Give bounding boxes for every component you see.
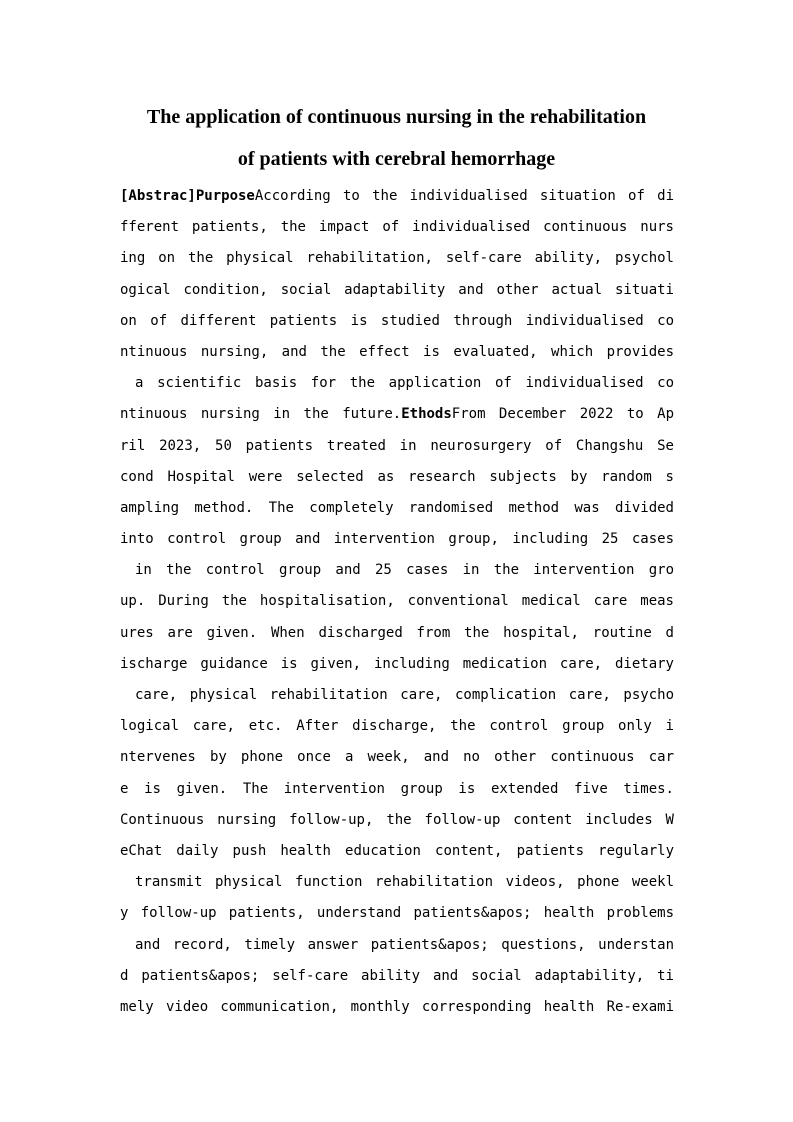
abstract-line: and record, timely answer patients&apos; questions, understan (135, 936, 674, 953)
abstract-line: care, physical rehabilitation care, complication care, psycho (135, 687, 674, 703)
abstract-line: ures are given. When discharged from the hospital, routine d (120, 624, 674, 641)
abstract-line: ntinuous nursing, and the effect is evaluated, which provides (120, 343, 674, 360)
abstract-line: up. During the hospitalisation, conventional medical care meas (120, 593, 674, 610)
abstract-line: fferent patients, the impact of individualised continuous nurs (120, 219, 674, 236)
abstract-line: e is given. The intervention group is extended five times. (120, 780, 674, 797)
abstract-line: ing on the physical rehabilitation, self-care ability, psychol (120, 250, 674, 267)
abstract-line: ntinuous nursing in the future.EthodsFrom December 2022 to Ap (120, 406, 674, 423)
abstract-line: eChat daily push health education content, patients regularly (120, 842, 674, 859)
abstract-line: logical care, etc. After discharge, the control group only i (120, 718, 674, 735)
abstract-line: ogical condition, social adaptability and other actual situati (120, 281, 674, 298)
document-title-line-1: The application of continuous nursing in the rehabilitation (146, 106, 647, 128)
abstract-line: a scientific basis for the application of individualised co (135, 375, 674, 392)
abstract-line: in the control group and 25 cases in the intervention gro (135, 562, 674, 579)
abstract-line: into control group and intervention group, including 25 cases (120, 531, 674, 548)
document-title-line-2: of patients with cerebral hemorrhage (237, 148, 556, 170)
abstract-body (120, 183, 674, 1025)
abstract-line: ntervenes by phone once a week, and no other continuous car (120, 749, 674, 766)
abstract-line: Continuous nursing follow-up, the follow-up content includes W (120, 811, 674, 828)
abstract-line: ril 2023, 50 patients treated in neurosurgery of Changshu Se (120, 437, 674, 454)
abstract-line: ampling method. The completely randomised method was divided (120, 499, 674, 516)
abstract-methods-label: Ethods (401, 406, 452, 423)
abstract-line: mely video communication, monthly corresponding health Re-exami (120, 998, 674, 1015)
abstract-purpose-label: [Abstrac]Purpose (120, 188, 255, 204)
abstract-line: [Abstrac]PurposeAccording to the individualised situation of di (120, 188, 674, 204)
abstract-line: d patients&apos; self-care ability and social adaptability, ti (120, 967, 674, 984)
abstract-line: y follow-up patients, understand patients&apos; health problems (120, 905, 674, 922)
abstract-line: transmit physical function rehabilitation videos, phone weekl (135, 874, 674, 891)
abstract-line: on of different patients is studied through individualised co (120, 312, 674, 329)
abstract-line: cond Hospital were selected as research subjects by random s (120, 468, 674, 485)
abstract-line: ischarge guidance is given, including medication care, dietary (120, 655, 674, 672)
